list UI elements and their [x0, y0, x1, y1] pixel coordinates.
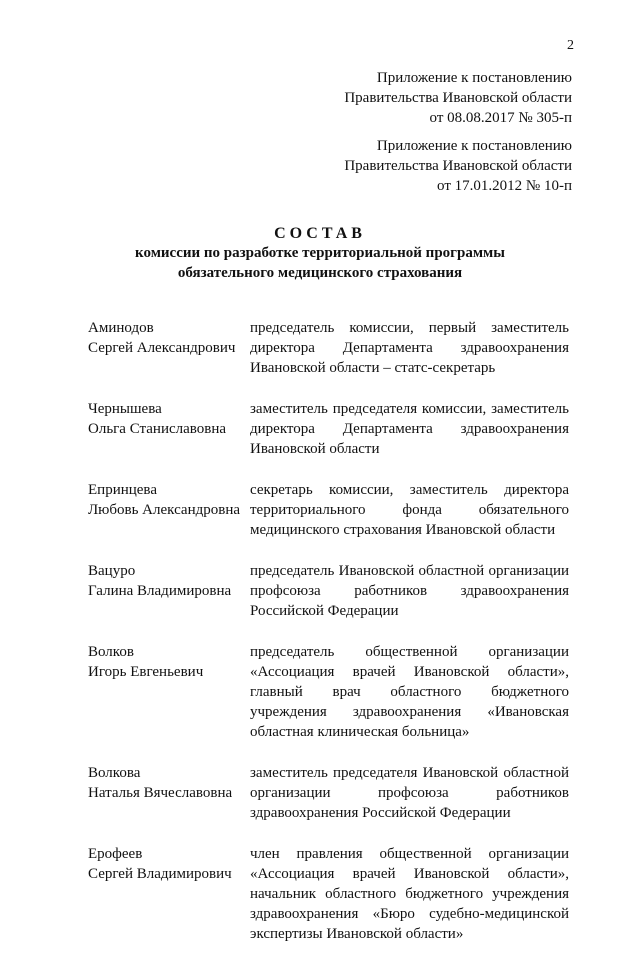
appendix-line: от 17.01.2012 № 10-п [437, 178, 572, 194]
appendix-line: Правительства Ивановской области [344, 158, 572, 174]
member-role: секретарь комиссии, заместитель директора территориального фонда обязательного медицинского страхования Ивановской области [250, 482, 569, 538]
member-role: председатель общественной организации «Ассоциация врачей Ивановской области», главный врач областного бюджетного учреждения здравоохранения «Ивановская областная клиническая больница» [250, 644, 569, 740]
page-number: 2 [567, 38, 574, 53]
member-row [88, 763, 569, 823]
member-surname: Чернышева [88, 401, 162, 417]
member-name [88, 561, 250, 621]
subtitle-line: комиссии по разработке территориальной программы [135, 245, 505, 261]
member-row [88, 844, 569, 944]
member-row [88, 399, 569, 459]
member-name [88, 844, 250, 944]
member-given-names: Наталья Вячеславовна [88, 785, 233, 801]
subtitle-line: обязательного медицинского страхования [177, 265, 463, 281]
appendix-line: Приложение к постановлению [376, 138, 572, 154]
appendix-block [344, 136, 572, 196]
member-given-names: Любовь Александровна [88, 502, 240, 518]
member-surname: Волков [88, 644, 134, 660]
member-given-names: Сергей Владимирович [88, 866, 232, 882]
member-name [88, 399, 250, 459]
member-row [88, 561, 569, 621]
member-row [88, 480, 569, 540]
member-given-names: Галина Владимировна [88, 583, 232, 599]
member-surname: Аминодов [88, 320, 154, 336]
member-role: заместитель председателя комиссии, заместитель директора Департамента здравоохранения Ивановской области [250, 401, 569, 457]
member-name [88, 318, 250, 378]
member-name [88, 763, 250, 823]
member-surname: Ерофеев [88, 846, 143, 862]
document-subtitle [0, 243, 640, 283]
member-name [88, 480, 250, 540]
member-list [88, 318, 569, 965]
appendix-line: Правительства Ивановской области [344, 90, 572, 106]
member-role: председатель комиссии, первый заместитель директора Департамента здравоохранения Ивановской области – статс-секретарь [250, 320, 569, 376]
member-surname: Вацуро [88, 563, 136, 579]
document-title: СОСТАВ [274, 225, 366, 242]
member-row [88, 642, 569, 742]
member-given-names: Сергей Александрович [88, 340, 236, 356]
member-role: председатель Ивановской областной организации профсоюза работников здравоохранения Российской Федерации [250, 563, 569, 619]
member-given-names: Игорь Евгеньевич [88, 664, 204, 680]
appendix-line: Приложение к постановлению [376, 70, 572, 86]
member-role: член правления общественной организации «Ассоциация врачей Ивановской области», начальник областного бюджетного учреждения здравоохранения «Бюро судебно-медицинской экспертизы Ивановской области» [250, 846, 569, 942]
member-role: заместитель председателя Ивановской областной организации профсоюза работников здравоохранения Российской Федерации [250, 765, 569, 821]
member-given-names: Ольга Станиславовна [88, 421, 227, 437]
member-surname: Епринцева [88, 482, 157, 498]
member-surname: Волкова [88, 765, 141, 781]
appendix-line: от 08.08.2017 № 305-п [429, 110, 572, 126]
member-row [88, 318, 569, 378]
member-name [88, 642, 250, 742]
appendix-block [344, 68, 572, 128]
